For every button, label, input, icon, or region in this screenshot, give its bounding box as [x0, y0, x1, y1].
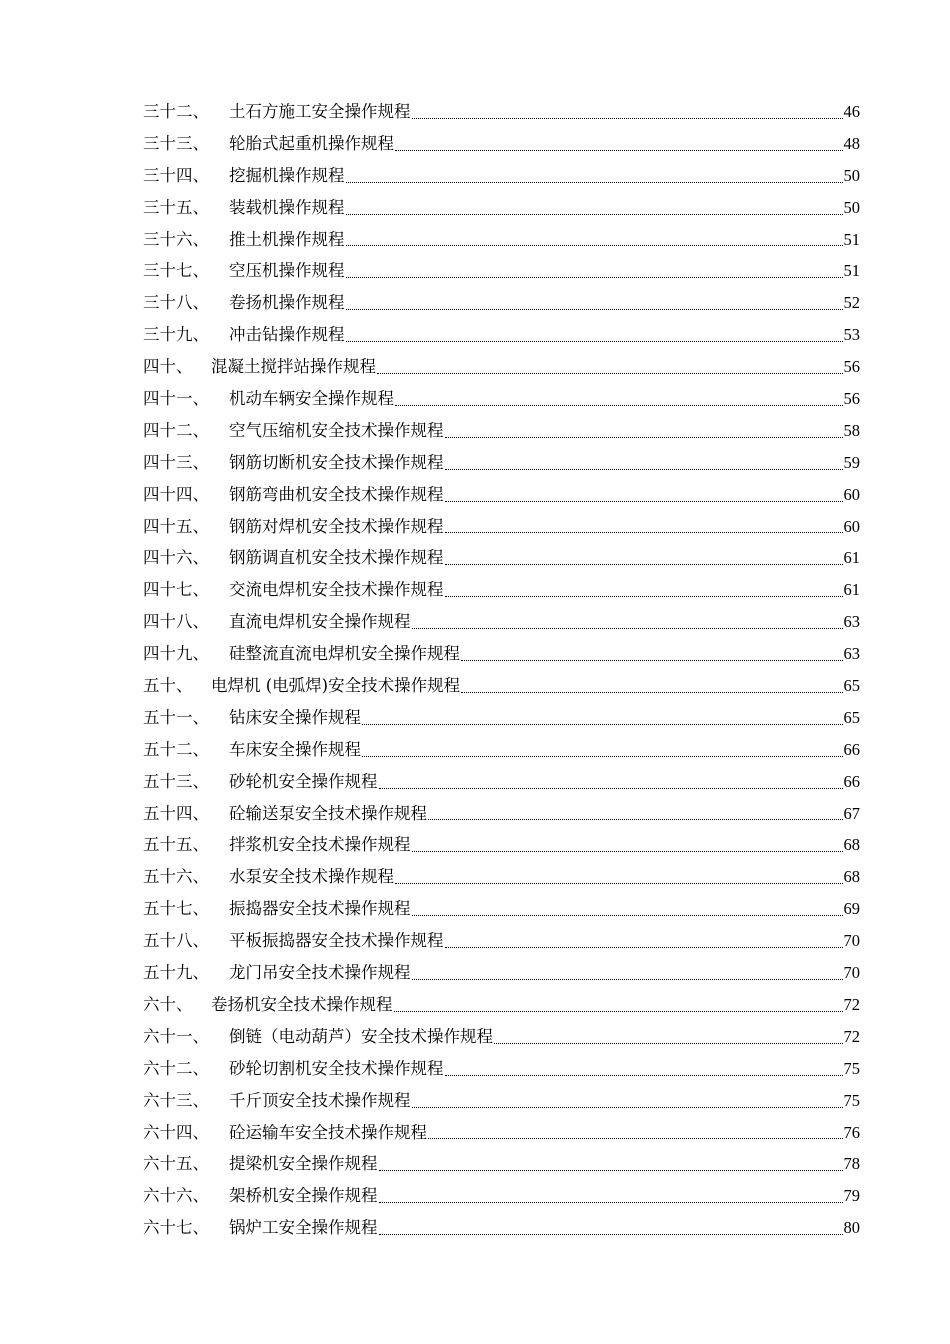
- toc-entry[interactable]: [143, 766, 860, 798]
- toc-entry[interactable]: [143, 160, 860, 192]
- toc-entry[interactable]: [143, 351, 860, 383]
- toc-entry[interactable]: [143, 511, 860, 543]
- toc-entry-title: 装载机操作规程: [229, 197, 345, 217]
- toc-dot-leader: [412, 628, 843, 629]
- toc-dot-leader: [362, 756, 843, 757]
- toc-dot-leader: [377, 373, 843, 374]
- toc-entry[interactable]: [143, 1117, 860, 1149]
- toc-entry-page-number: 51: [843, 261, 860, 281]
- toc-entry-number: 五十二、: [143, 739, 209, 759]
- toc-entry-title: 钢筋调直机安全技术操作规程: [229, 548, 444, 568]
- toc-dot-leader: [379, 1202, 843, 1203]
- toc-entry-title: 挖掘机操作规程: [229, 165, 345, 185]
- toc-entry[interactable]: [143, 319, 860, 351]
- toc-entry-title: 空压机操作规程: [229, 261, 345, 281]
- toc-entry[interactable]: [143, 989, 860, 1021]
- toc-entry-number: 五十九、: [143, 963, 209, 983]
- toc-dot-leader: [494, 1043, 843, 1044]
- toc-entry-page-number: 56: [843, 389, 860, 409]
- toc-entry-number: 六十六、: [143, 1186, 209, 1206]
- toc-entry[interactable]: [143, 829, 860, 861]
- toc-entry-page-number: 48: [843, 133, 860, 153]
- toc-entry-page-number: 61: [843, 548, 860, 568]
- toc-entry[interactable]: [143, 447, 860, 479]
- toc-dot-leader: [461, 660, 843, 661]
- toc-entry-page-number: 56: [843, 357, 860, 377]
- toc-entry-number: 三十三、: [143, 133, 209, 153]
- toc-entry-page-number: 61: [843, 580, 860, 600]
- toc-dot-leader: [445, 947, 843, 948]
- toc-entry-page-number: 69: [843, 899, 860, 919]
- toc-entry[interactable]: [143, 925, 860, 957]
- toc-entry-title: 砼输送泵安全技术操作规程: [229, 803, 427, 823]
- toc-entry[interactable]: [143, 861, 860, 893]
- toc-entry-title: 钢筋弯曲机安全技术操作规程: [229, 484, 444, 504]
- toc-entry-page-number: 65: [843, 676, 860, 696]
- toc-entry-title: 卷扬机操作规程: [229, 293, 345, 313]
- toc-entry-title: 水泵安全技术操作规程: [229, 867, 394, 887]
- toc-entry[interactable]: [143, 1085, 860, 1117]
- toc-entry-page-number: 70: [843, 931, 860, 951]
- toc-entry-number: 三十五、: [143, 197, 209, 217]
- toc-entry-page-number: 72: [843, 1026, 860, 1046]
- toc-entry[interactable]: [143, 798, 860, 830]
- toc-entry-title: 电焊机 (电弧焊)安全技术操作规程: [211, 676, 461, 696]
- toc-entry-title: 混凝土搅拌站操作规程: [211, 357, 376, 377]
- toc-dot-leader: [412, 1107, 843, 1108]
- toc-entry-page-number: 58: [843, 420, 860, 440]
- toc-dot-leader: [428, 1138, 843, 1139]
- toc-entry-page-number: 80: [843, 1218, 860, 1238]
- toc-dot-leader: [395, 883, 843, 884]
- toc-dot-leader: [445, 532, 843, 533]
- toc-entry-title: 拌浆机安全技术操作规程: [229, 835, 411, 855]
- toc-entry-number: 四十四、: [143, 484, 209, 504]
- toc-entry[interactable]: [143, 606, 860, 638]
- toc-dot-leader: [412, 851, 843, 852]
- toc-entry[interactable]: [143, 1148, 860, 1180]
- toc-entry-page-number: 78: [843, 1154, 860, 1174]
- toc-entry-title: 卷扬机安全技术操作规程: [211, 994, 393, 1014]
- toc-entry-number: 六十一、: [143, 1026, 209, 1046]
- toc-dot-leader: [379, 1170, 843, 1171]
- toc-entry-page-number: 52: [843, 293, 860, 313]
- toc-entry-page-number: 50: [843, 165, 860, 185]
- toc-entry[interactable]: [143, 893, 860, 925]
- toc-entry-number: 四十九、: [143, 644, 209, 664]
- toc-entry[interactable]: [143, 96, 860, 128]
- toc-entry-number: 五十五、: [143, 835, 209, 855]
- toc-entry-page-number: 53: [843, 325, 860, 345]
- toc-entry-title: 锅炉工安全操作规程: [229, 1218, 378, 1238]
- toc-entry-number: 六十五、: [143, 1154, 209, 1174]
- toc-entry-page-number: 65: [843, 707, 860, 727]
- toc-entry-number: 四十三、: [143, 452, 209, 472]
- toc-dot-leader: [445, 501, 843, 502]
- toc-entry-number: 六十二、: [143, 1058, 209, 1078]
- toc-entry[interactable]: [143, 542, 860, 574]
- toc-entry-title: 硅整流直流电焊机安全操作规程: [229, 644, 460, 664]
- toc-entry-title: 龙门吊安全技术操作规程: [229, 963, 411, 983]
- toc-entry-title: 钻床安全操作规程: [229, 707, 361, 727]
- toc-entry-page-number: 46: [843, 102, 860, 121]
- toc-entry-page-number: 51: [843, 229, 860, 249]
- toc-entry-number: 五十三、: [143, 771, 209, 791]
- toc-entry[interactable]: [143, 638, 860, 670]
- toc-dot-leader: [394, 1011, 843, 1012]
- toc-entry-number: 五十四、: [143, 803, 209, 823]
- toc-entry-number: 六十七、: [143, 1218, 209, 1238]
- toc-entry[interactable]: [143, 1212, 860, 1244]
- toc-entry-number: 三十二、: [143, 102, 209, 121]
- toc-entry-number: 六十、: [143, 994, 193, 1014]
- toc-entry-title: 车床安全操作规程: [229, 739, 361, 759]
- toc-entry-page-number: 63: [843, 612, 860, 632]
- toc-entry-number: 四十八、: [143, 612, 209, 632]
- toc-entry-title: 冲击钻操作规程: [229, 325, 345, 345]
- toc-entry-title: 砂轮机安全操作规程: [229, 771, 378, 791]
- toc-entry-number: 六十四、: [143, 1122, 209, 1142]
- toc-dot-leader: [428, 819, 843, 820]
- toc-entry-number: 五十八、: [143, 931, 209, 951]
- toc-entry-title: 空气压缩机安全技术操作规程: [229, 420, 444, 440]
- toc-entry[interactable]: [143, 1021, 860, 1053]
- toc-entry-title: 推土机操作规程: [229, 229, 345, 249]
- toc-entry-number: 四十五、: [143, 516, 209, 536]
- toc-entry-page-number: 75: [843, 1090, 860, 1110]
- toc-entry-number: 三十七、: [143, 261, 209, 281]
- toc-entry[interactable]: [143, 287, 860, 319]
- toc-entry[interactable]: [143, 479, 860, 511]
- toc-dot-leader: [395, 150, 843, 151]
- toc-entry-number: 四十一、: [143, 389, 209, 409]
- toc-entry-title: 机动车辆安全操作规程: [229, 389, 394, 409]
- toc-dot-leader: [445, 564, 843, 565]
- toc-dot-leader: [412, 915, 843, 916]
- toc-entry-title: 钢筋切断机安全技术操作规程: [229, 452, 444, 472]
- toc-dot-leader: [346, 341, 843, 342]
- toc-entry-page-number: 66: [843, 739, 860, 759]
- toc-entry[interactable]: [143, 957, 860, 989]
- toc-entry-title: 倒链（电动葫芦）安全技术操作规程: [229, 1026, 493, 1046]
- toc-dot-leader: [445, 596, 843, 597]
- toc-entry-page-number: 68: [843, 867, 860, 887]
- toc-dot-leader: [346, 214, 843, 215]
- toc-dot-leader: [346, 245, 843, 246]
- toc-entry-title: 直流电焊机安全操作规程: [229, 612, 411, 632]
- toc-entry-number: 四十、: [143, 357, 193, 377]
- toc-entry-number: 三十四、: [143, 165, 209, 185]
- toc-entry-page-number: 63: [843, 644, 860, 664]
- toc-entry-page-number: 59: [843, 452, 860, 472]
- toc-entry-page-number: 50: [843, 197, 860, 217]
- toc-entry-number: 四十六、: [143, 548, 209, 568]
- toc-entry[interactable]: [143, 128, 860, 160]
- toc-entry-title: 振捣器安全技术操作规程: [229, 899, 411, 919]
- toc-entry-title: 土石方施工安全操作规程: [229, 102, 411, 121]
- toc-entry-number: 五十、: [143, 676, 193, 696]
- toc-entry-title: 砂轮切割机安全技术操作规程: [229, 1058, 444, 1078]
- toc-entry-number: 三十八、: [143, 293, 209, 313]
- toc-entry[interactable]: [143, 415, 860, 447]
- toc-entry-number: 四十七、: [143, 580, 209, 600]
- toc-entry-title: 平板振捣器安全技术操作规程: [229, 931, 444, 951]
- toc-entry-title: 钢筋对焊机安全技术操作规程: [229, 516, 444, 536]
- toc-entry-number: 五十一、: [143, 707, 209, 727]
- toc-entry[interactable]: [143, 574, 860, 606]
- toc-entry-page-number: 72: [843, 994, 860, 1014]
- toc-dot-leader: [362, 724, 843, 725]
- toc-dot-leader: [412, 118, 843, 119]
- toc-dot-leader: [445, 469, 843, 470]
- toc-entry-page-number: 79: [843, 1186, 860, 1206]
- toc-entry-page-number: 67: [843, 803, 860, 823]
- toc-entry-title: 交流电焊机安全技术操作规程: [229, 580, 444, 600]
- toc-entry-page-number: 76: [843, 1122, 860, 1142]
- table-of-contents: [143, 96, 860, 1244]
- toc-entry-title: 砼运输车安全技术操作规程: [229, 1122, 427, 1142]
- toc-dot-leader: [445, 437, 843, 438]
- toc-entry-number: 五十六、: [143, 867, 209, 887]
- toc-dot-leader: [379, 1234, 843, 1235]
- toc-dot-leader: [346, 277, 843, 278]
- toc-entry[interactable]: [143, 702, 860, 734]
- toc-entry[interactable]: [143, 383, 860, 415]
- toc-entry-number: 四十二、: [143, 420, 209, 440]
- toc-entry-number: 六十三、: [143, 1090, 209, 1110]
- toc-dot-leader: [346, 309, 843, 310]
- toc-dot-leader: [395, 405, 843, 406]
- toc-entry-page-number: 68: [843, 835, 860, 855]
- toc-entry[interactable]: [143, 192, 860, 224]
- toc-entry-page-number: 66: [843, 771, 860, 791]
- toc-entry-title: 千斤顶安全技术操作规程: [229, 1090, 411, 1110]
- toc-entry-title: 提梁机安全操作规程: [229, 1154, 378, 1174]
- toc-dot-leader: [346, 182, 843, 183]
- toc-dot-leader: [379, 788, 843, 789]
- toc-entry-page-number: 75: [843, 1058, 860, 1078]
- toc-entry-number: 三十九、: [143, 325, 209, 345]
- toc-entry-number: 五十七、: [143, 899, 209, 919]
- toc-entry[interactable]: [143, 734, 860, 766]
- toc-entry[interactable]: [143, 1180, 860, 1212]
- toc-entry[interactable]: [143, 224, 860, 256]
- toc-dot-leader: [412, 979, 843, 980]
- toc-entry[interactable]: [143, 1053, 860, 1085]
- toc-entry-page-number: 70: [843, 963, 860, 983]
- toc-entry-number: 三十六、: [143, 229, 209, 249]
- toc-dot-leader: [461, 692, 842, 693]
- toc-entry[interactable]: [143, 255, 860, 287]
- toc-entry-page-number: 60: [843, 484, 860, 504]
- toc-entry-title: 轮胎式起重机操作规程: [229, 133, 394, 153]
- toc-dot-leader: [445, 1075, 843, 1076]
- toc-entry[interactable]: [143, 670, 860, 702]
- toc-entry-title: 架桥机安全操作规程: [229, 1186, 378, 1206]
- toc-entry-page-number: 60: [843, 516, 860, 536]
